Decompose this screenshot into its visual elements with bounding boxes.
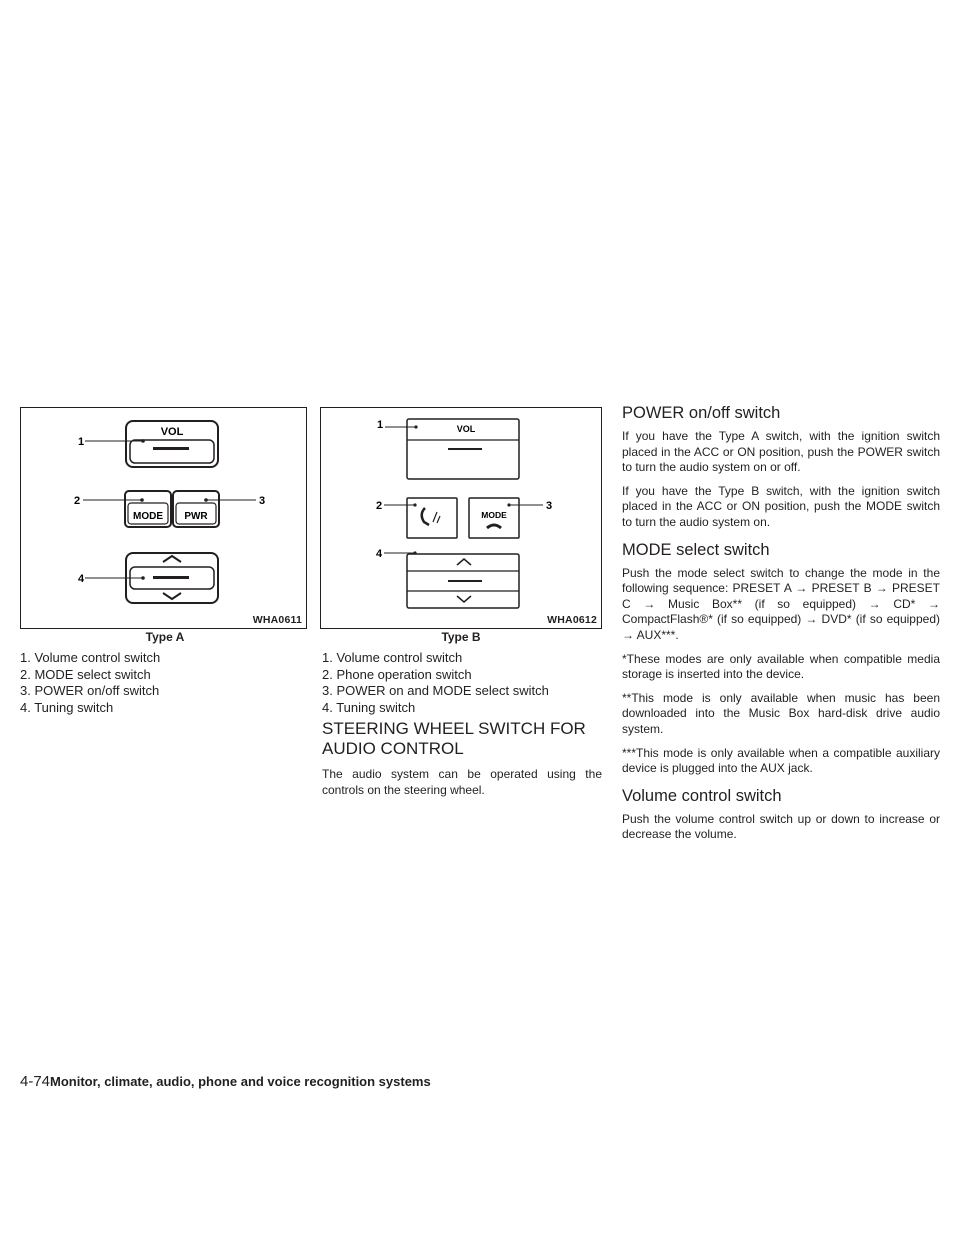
list-item: 2. Phone operation switch <box>322 666 472 682</box>
list-item: 4. Tuning switch <box>322 700 416 716</box>
mode-paragraph-2: *These modes are only available when compatible media storage is inserted into the device. <box>622 651 940 682</box>
footer-title: Monitor, climate, audio, phone and voice recognition systems <box>50 1074 431 1089</box>
steering-heading-line2: AUDIO CONTROL <box>322 739 464 758</box>
figure-type-b <box>320 407 602 629</box>
steering-heading <box>322 719 586 759</box>
vol-label-a: VOL <box>160 426 184 438</box>
figure-caption-b: Type B <box>441 630 481 644</box>
steering-heading-line1: STEERING WHEEL SWITCH FOR <box>322 719 586 738</box>
page-footer <box>20 1073 431 1091</box>
figure-code-b: WHA0612 <box>547 614 597 626</box>
mode-label-a: MODE <box>133 511 163 522</box>
mode-heading: MODE select switch <box>622 540 770 559</box>
figure-type-a <box>20 407 307 629</box>
list-item: 4. Tuning switch <box>20 700 114 716</box>
figure-caption-a: Type A <box>145 630 185 644</box>
vol-label-b: VOL <box>456 424 476 434</box>
callout-1-b: 1 <box>377 419 384 431</box>
type-a-switch-illustration <box>21 408 306 628</box>
list-item: 1. Volume control switch <box>322 650 463 665</box>
list-item: 2. MODE select switch <box>20 666 151 682</box>
callout-3-a: 3 <box>259 495 266 507</box>
type-b-switch-illustration <box>321 408 601 628</box>
figure-b-legend <box>322 650 549 717</box>
pwr-label-a: PWR <box>184 511 208 522</box>
power-paragraph-1: If you have the Type A switch, with the ignition switch placed in the ACC or ON position, push the POWER switch to turn the audio system on or off. <box>622 429 940 475</box>
list-item: 3. POWER on and MODE select switch <box>322 683 549 699</box>
callout-2-a: 2 <box>74 495 81 507</box>
list-item: 1. Volume control switch <box>20 650 161 665</box>
steering-body: The audio system can be operated using the controls on the steering wheel. <box>322 767 602 797</box>
callout-4-a: 4 <box>78 573 85 585</box>
power-heading: POWER on/off switch <box>622 404 781 422</box>
callout-2-b: 2 <box>376 500 383 512</box>
mode-label-b: MODE <box>481 510 507 520</box>
callout-1-a: 1 <box>78 436 85 448</box>
right-column <box>622 403 940 843</box>
callout-4-b: 4 <box>376 548 383 560</box>
volume-paragraph-1: Push the volume control switch up or down to increase or decrease the volume. <box>622 811 940 842</box>
mode-paragraph-1: Push the mode select switch to change the mode in the following sequence: PRESET A → PRESET B → PRESET C → Music Box** (if so equipped) → CD* → CompactFlash®* (if so equipped) → DVD* (if so equipped) → AUX***. <box>622 565 940 642</box>
figure-code-a: WHA0611 <box>252 614 302 626</box>
page-number: 4-74 <box>20 1073 51 1090</box>
callout-3-b: 3 <box>546 500 553 512</box>
figure-a-legend <box>20 650 160 717</box>
power-paragraph-2: If you have the Type B switch, with the ignition switch placed in the ACC or ON position, push the MODE switch to turn the audio system on. <box>622 483 940 529</box>
list-item: 3. POWER on/off switch <box>20 683 160 699</box>
mode-paragraph-4: ***This mode is only available when a compatible auxiliary device is plugged into the AUX jack. <box>622 745 940 776</box>
mode-paragraph-3: **This mode is only available when music has been downloaded into the Music Box hard-disk drive audio system. <box>622 690 940 736</box>
volume-heading: Volume control switch <box>622 786 782 805</box>
